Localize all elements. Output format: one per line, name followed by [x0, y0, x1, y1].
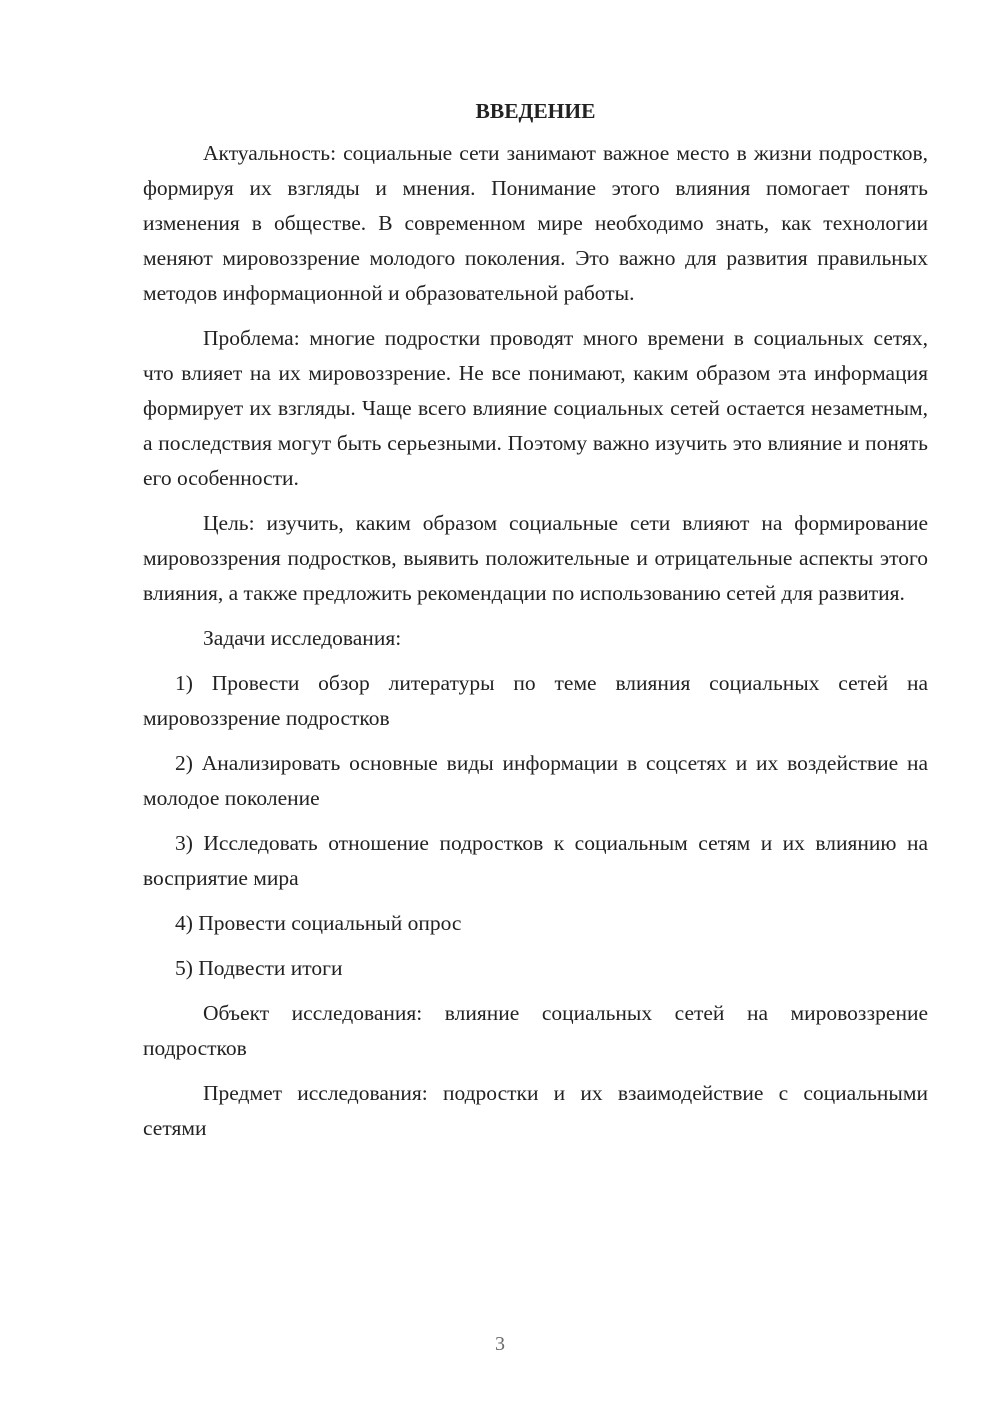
task-item-1: 1) Провести обзор литературы по теме влияния социальных сетей на мировоззрение подростков: [143, 671, 928, 730]
task-item-2: 2) Анализировать основные виды информации в соцсетях и их воздействие на молодое поколение: [143, 751, 928, 810]
problem-paragraph: Проблема: многие подростки проводят много времени в социальных сетях, что влияет на их мировоззрение. Не все понимают, каким образом эта информация формирует их взгляды. Чаще всего влияние социальных сетей остается незаметным, а последствия могут быть серьезными. Поэтому важно изучить это влияние и понять его особенности.: [143, 326, 928, 490]
goal-paragraph: Цель: изучить, каким образом социальные сети влияют на формирование мировоззрения подростков, выявить положительные и отрицательные аспекты этого влияния, а также предложить рекомендации по использованию сетей для развития.: [143, 511, 928, 605]
task-item-4: 4) Провести социальный опрос: [175, 911, 462, 935]
subject-paragraph: Предмет исследования: подростки и их взаимодействие с социальными сетями: [143, 1081, 928, 1140]
page-title: ВВЕДЕНИЕ: [475, 99, 596, 123]
object-paragraph: Объект исследования: влияние социальных сетей на мировоззрение подростков: [143, 1001, 928, 1060]
task-item-5: 5) Подвести итоги: [175, 956, 343, 980]
document-page: [143, 96, 928, 1156]
task-item-3: 3) Исследовать отношение подростков к социальным сетям и их влиянию на восприятие мира: [143, 831, 928, 890]
page-number: 3: [495, 1333, 505, 1355]
tasks-heading: Задачи исследования:: [203, 626, 402, 650]
relevance-paragraph: Актуальность: социальные сети занимают важное место в жизни подростков, формируя их взгляды и мнения. Понимание этого влияния помогает понять изменения в обществе. В современном мире необходимо знать, как технологии меняют мировоззрение молодого поколения. Это важно для развития правильных методов информационной и образовательной работы.: [143, 141, 928, 305]
